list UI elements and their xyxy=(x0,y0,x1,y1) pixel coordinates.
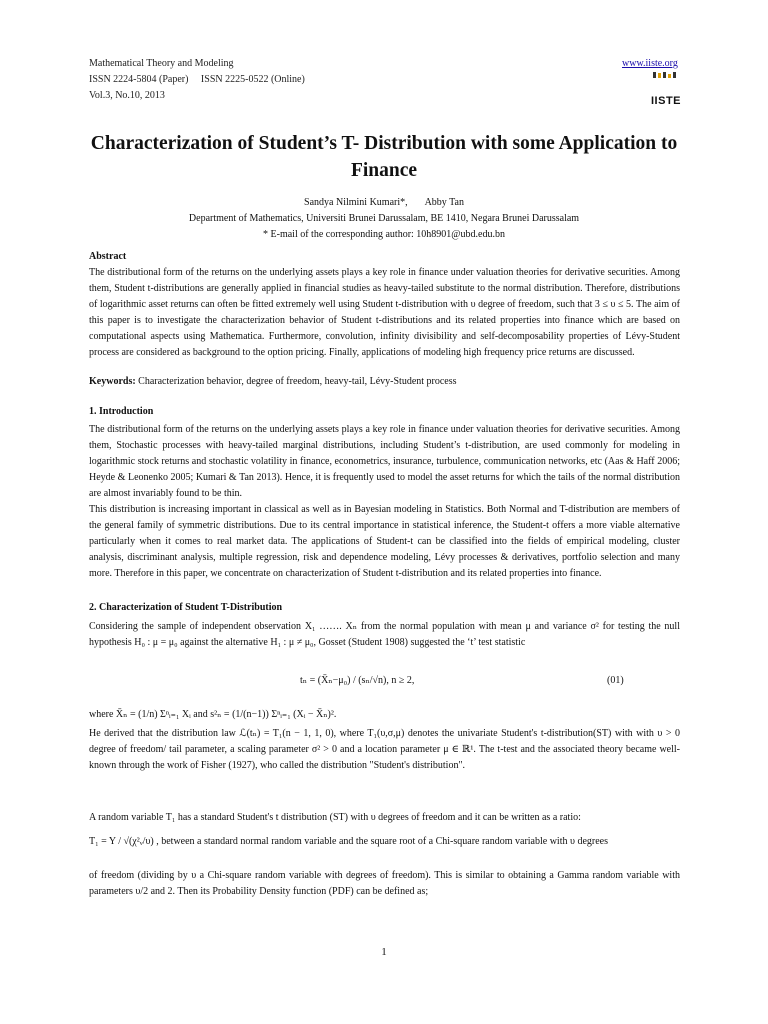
keywords-line xyxy=(89,374,680,390)
volume-line: Vol.3, No.10, 2013 xyxy=(89,90,165,101)
section2-paragraph-5: of freedom (dividing by υ a Chi-square random variable with degrees of freedom). This is similar to obtaining a Gamma random variable with parameters υ/2 and 2. Then its Probability Density function (PDF) can be defined as; xyxy=(89,870,680,897)
affiliation: Department of Mathematics, Universiti Brunei Darussalam, BE 1410, Negara Brunei Darussalam xyxy=(188,213,580,224)
iiste-logo xyxy=(651,72,681,107)
abstract-heading: Abstract xyxy=(89,251,127,262)
issn-line: ISSN 2224-5804 (Paper) ISSN 2225-0522 (Online) xyxy=(89,74,305,85)
corresponding-email: * E-mail of the corresponding author: 10h8901@ubd.edu.bn xyxy=(263,229,505,240)
intro-paragraph-1: The distributional form of the returns on the underlying assets plays a key role in finance under valuation theories for derivative securities. Among them, Stochastic processes with heavy-tailed marginal distributions, including Student’s t-distribution, are used commonly for modeling in logarithmic stock returns and stochastic volatility in finance, econometrics, insurance, turbulence, communication networks, etc (Aas & Haff 2006; Heyde & Leonenko 2005; Kumari & Tan 2013). Hence, it is frequently used to model the asset returns for which the tails of the normal distribution are almost invariably found to be thin. xyxy=(89,424,680,499)
authors: Sandya Nilmini Kumari*, Abby Tan xyxy=(304,197,464,208)
section2-heading: 2. Characterization of Student T-Distribution xyxy=(89,602,283,613)
equation-01: tₙ = (X̄ₙ−μ₀) / (sₙ/√n), n ≥ 2, xyxy=(300,675,415,686)
ratio-definition: T₁ = Y / √(χ²ᵥ/υ) , between a standard normal random variable and the square root of a Chi-square random variable with υ degrees xyxy=(89,836,608,847)
section2-paragraph-3: A random variable T₁ has a standard Student's t distribution (ST) with υ degrees of freedom and it can be written as a ratio: xyxy=(89,812,581,823)
keywords-text: Characterization behavior, degree of freedom, heavy-tail, Lévy-Student process xyxy=(135,376,457,387)
journal-name: Mathematical Theory and Modeling xyxy=(89,58,234,69)
paper-title: Characterization of Student’s T- Distribution with some Application to Finance xyxy=(90,133,678,181)
equation-01-number: (01) xyxy=(607,675,624,686)
where-definitions: where X̄ₙ = (1/n) Σⁿᵢ₌₁ Xᵢ and s²ₙ = (1/(n−1)) Σⁿᵢ₌₁ (Xᵢ − X̄ₙ)². xyxy=(89,709,337,720)
logo-text: IISTE xyxy=(651,95,682,107)
intro-heading: 1. Introduction xyxy=(89,406,154,417)
section2-paragraph-2: He derived that the distribution law ℒ(tₙ) = T₁(n − 1, 1, 0), where T₁(υ,σ,μ) denotes the univariate Student's t-distribution(ST) with with υ > 0 degree of freedom/ tail parameter, a scaling parameter σ² > 0 and a location parameter μ ∈ ℝ¹. The t-test and the associated theory became well-known through the work of Fisher (1927), who called the distribution "Student's distribution". xyxy=(89,728,680,771)
keywords-label: Keywords: xyxy=(89,376,136,387)
intro-paragraph-2: This distribution is increasing important in classical as well as in Bayesian modeling in Statistics. Both Normal and T-distribution are members of the general family of symmetric distributions. Due to its central importance in statistical inference, the Student-t offers a more viable alternative particularly when it comes to real market data. The applications of Student-t can be classified into the fields of empirical modeling, cluster analysis, discriminant analysis, multiple regression, risk and dependence modeling, Lévy processes & derivatives, portfolio selection and many more. Therefore in this paper, we concentrate on characterization of Student t-distribution and its related properties into finance. xyxy=(89,504,680,579)
section2-paragraph-1: Considering the sample of independent observation X₁ ……. Xₙ from the normal population with mean μ and variance σ² for testing the null hypothesis H₀ : μ = μ₀ against the alternative H₁ : μ ≠ μ₀, Gosset (Student 1908) suggested the ‘t’ test statistic xyxy=(89,621,680,648)
page-number: 1 xyxy=(381,946,387,958)
journal-url-link[interactable]: www.iiste.org xyxy=(622,58,678,69)
abstract-text: The distributional form of the returns on the underlying assets plays a key role in finance under valuation theories for derivative securities. Among them, Student t-distributions are generally applied in financial studies as heavy-tailed substitute to the normal distribution. Therefore, distributions of logarithmic asset returns can often be fitted extremely well using Student t-distribution with υ degree of freedom, such that 3 ≤ υ ≤ 5. The aim of this paper is to investigate the characterization behavior of Student t-distributions and its related properties into finance which are based on computational aspects using Mathematica. Furthermore, convolution, infinity divisibility and self-decomposability properties of Lévy-Student process are considered as background to the option pricing. Finally, applications of modeling high frequency price returns are discussed. xyxy=(89,267,680,358)
